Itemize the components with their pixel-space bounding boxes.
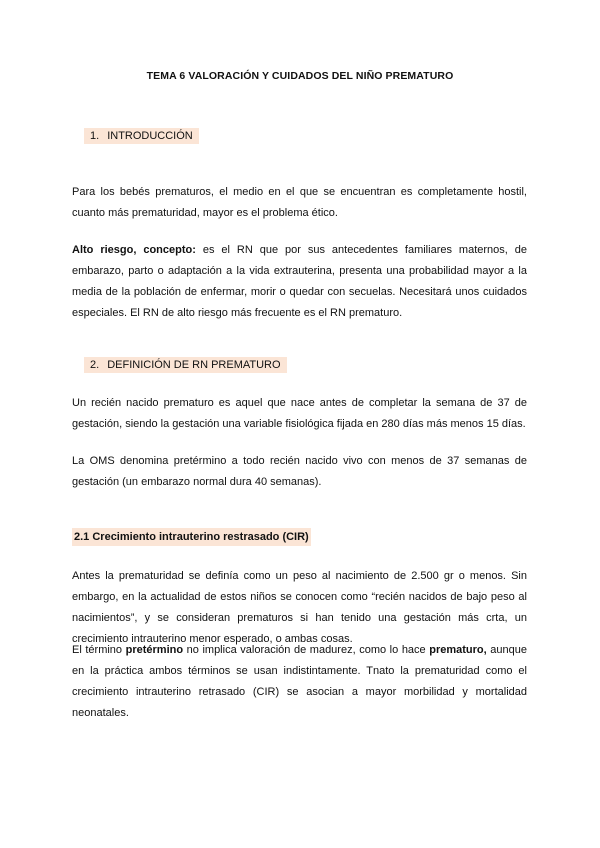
paragraph-oms — [72, 451, 527, 493]
paragraph-text: La OMS denomina pretérmino a todo recién nacido vivo con menos de 37 semanas de gestación (un embarazo normal dura 40 semanas). — [72, 455, 527, 488]
paragraph-text: El término — [72, 644, 126, 656]
section-title: INTRODUCCIÓN — [107, 130, 193, 142]
bold-term: prematuro, — [429, 644, 487, 656]
paragraph-cir-2 — [72, 640, 527, 724]
paragraph-text: Un recién nacido prematuro es aquel que nace antes de completar la semana de 37 de gestación, siendo la gestación una variable fisiológica fijada en 280 días más menos 15 días. — [72, 397, 527, 430]
bold-term: pretérmino — [125, 644, 184, 656]
section-number: 1. — [90, 130, 100, 142]
paragraph-definicion — [72, 393, 527, 435]
document-title: TEMA 6 VALORACIÓN Y CUIDADOS DEL NIÑO PREMATURO — [146, 70, 454, 82]
section-heading-introduccion — [84, 128, 199, 144]
paragraph-text: es el RN que por sus antecedentes familiares maternos, de embarazo, parto o adaptación a la vida extrauterina, presenta una probabilidad mayor a la media de la población de enfermar, morir o quedar con secuelas. Necesitará unos cuidados especiales. El RN de alto riesgo más frecuente es el RN prematuro. — [72, 244, 527, 319]
subsection-heading-cir: 2.1 Crecimiento intrauterino restrasado (CIR) — [72, 528, 311, 546]
paragraph-alto-riesgo — [72, 240, 527, 324]
bold-term: Alto riesgo, concepto: — [72, 244, 196, 256]
paragraph-intro — [72, 182, 527, 224]
section-number: 2. — [90, 359, 100, 371]
paragraph-text: no implica valoración de madurez, como lo hace — [183, 644, 430, 656]
section-title: DEFINICIÓN DE RN PREMATURO — [107, 359, 281, 371]
paragraph-cir-1 — [72, 566, 527, 650]
paragraph-text: Para los bebés prematuros, el medio en el que se encuentran es completamente hostil, cuanto más prematuridad, mayor es el problema ético. — [72, 186, 527, 219]
paragraph-text: aunque en la práctica ambos términos se usan indistintamente. Tnato la prematuridad como el crecimiento intrauterino retrasado (CIR) se asocian a mayor morbilidad y mortalidad neonatales. — [72, 644, 527, 719]
paragraph-text: Antes la prematuridad se definía como un peso al nacimiento de 2.500 gr o menos. Sin embargo, en la actualidad de estos niños se conocen como “recién nacidos de bajo peso al nacimientos”, y se consideran prematuros si han tenido una gestación más crta, un crecimiento intrauterino menor esperado, o ambas cosas. — [72, 570, 527, 645]
section-heading-definicion — [84, 357, 287, 373]
